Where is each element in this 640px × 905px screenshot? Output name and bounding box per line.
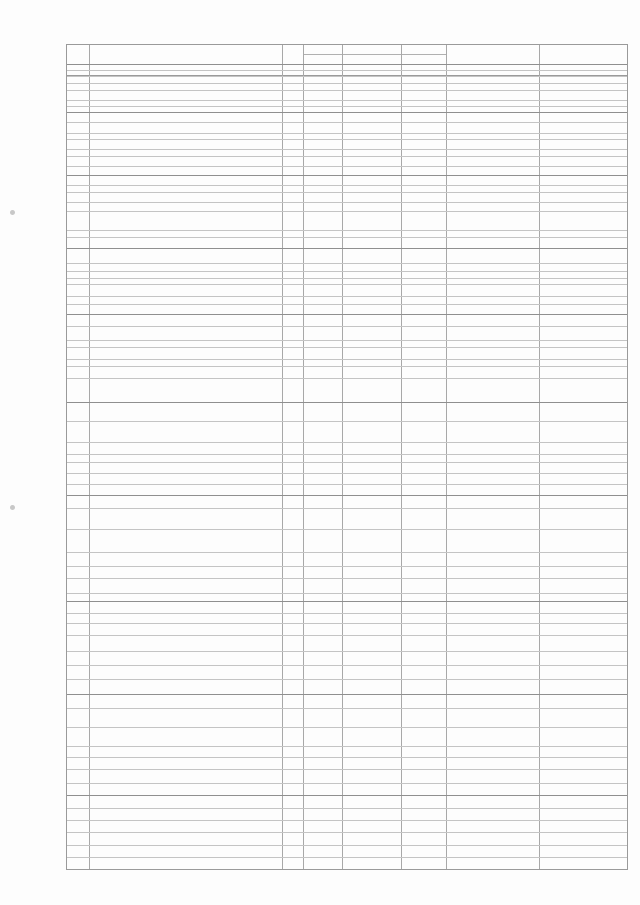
table-row-line xyxy=(67,808,627,809)
table-row-line xyxy=(67,727,627,728)
table-row-line xyxy=(67,139,627,140)
table-row-line xyxy=(67,651,627,652)
table-row-line xyxy=(67,263,627,264)
table-row-line xyxy=(67,284,627,285)
table-row-line xyxy=(67,462,627,463)
punch-hole xyxy=(10,210,15,215)
table-row-line xyxy=(67,832,627,833)
table-row-line xyxy=(67,166,627,167)
table-row-line xyxy=(67,484,627,485)
table-row-line xyxy=(67,783,627,784)
table-row-line xyxy=(67,795,627,796)
table-row-line xyxy=(67,296,627,297)
table-row-line xyxy=(67,857,627,858)
table-row-line xyxy=(67,746,627,747)
table-row-line xyxy=(67,237,627,238)
table-row-line xyxy=(67,820,627,821)
table-row-line xyxy=(67,314,627,315)
table-row-line xyxy=(67,552,627,553)
table-row-line xyxy=(67,769,627,770)
table-row-line xyxy=(67,495,627,496)
table-row-line xyxy=(67,442,627,443)
table-row-line xyxy=(67,529,627,530)
table-row-line xyxy=(67,133,627,134)
table-row-line xyxy=(67,454,627,455)
table-row-line xyxy=(67,421,627,422)
table-row-line xyxy=(67,112,627,113)
table-row-line xyxy=(67,230,627,231)
header-group-line xyxy=(303,54,446,55)
table-row-line xyxy=(67,76,627,77)
table-row-line xyxy=(67,278,627,279)
table-row-line xyxy=(67,202,627,203)
table-row-line xyxy=(67,845,627,846)
table-row-line xyxy=(67,665,627,666)
table-row-line xyxy=(67,347,627,348)
table-row-line xyxy=(67,90,627,91)
table-row-line xyxy=(67,593,627,594)
table-row-line xyxy=(67,578,627,579)
table-row-line xyxy=(67,566,627,567)
table-row-line xyxy=(67,757,627,758)
table-row-line xyxy=(67,359,627,360)
table-row-line xyxy=(67,708,627,709)
table-row-line xyxy=(67,601,627,602)
table-row-line xyxy=(67,70,627,71)
table-row-line xyxy=(67,366,627,367)
table-row-line xyxy=(67,508,627,509)
table-row-line xyxy=(67,402,627,403)
table-row-line xyxy=(67,83,627,84)
table-header xyxy=(67,45,627,76)
table-row-line xyxy=(67,156,627,157)
punch-hole xyxy=(10,505,15,510)
table-row-line xyxy=(67,185,627,186)
table-row-line xyxy=(67,248,627,249)
table-row-line xyxy=(67,64,627,65)
table-row-line xyxy=(67,623,627,624)
budget-table xyxy=(66,44,628,870)
table-row-line xyxy=(67,149,627,150)
table-row-line xyxy=(67,694,627,695)
table-row-line xyxy=(67,326,627,327)
table-row-line xyxy=(67,122,627,123)
table-row-line xyxy=(67,192,627,193)
table-row-line xyxy=(67,635,627,636)
table-row-line xyxy=(67,679,627,680)
table-row-line xyxy=(67,304,627,305)
table-row-line xyxy=(67,100,627,101)
table-row-line xyxy=(67,271,627,272)
table-row-line xyxy=(67,175,627,176)
table-row-line xyxy=(67,340,627,341)
table-row-line xyxy=(67,473,627,474)
table-row-line xyxy=(67,106,627,107)
table-row-line xyxy=(67,378,627,379)
table-row-line xyxy=(67,211,627,212)
table-row-line xyxy=(67,613,627,614)
